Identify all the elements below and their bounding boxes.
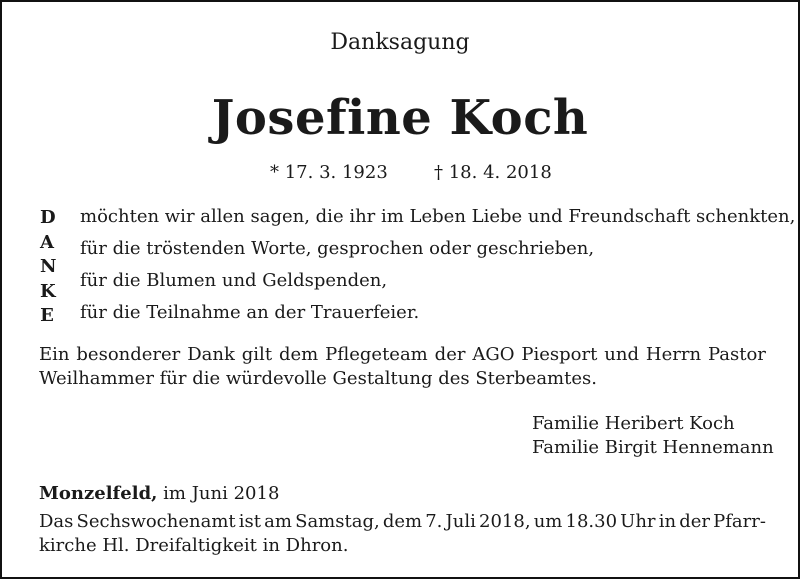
word: Das [39,511,74,532]
word: AGO [472,344,515,365]
word: um [533,511,563,532]
word: Samstag, [295,511,380,532]
word: der [434,344,466,365]
word: am [264,511,292,532]
word: und [604,344,639,365]
word: 18.30 [565,511,618,532]
danke-acrostic [40,206,57,329]
word: besonderer [76,344,181,365]
word: Uhr [620,511,656,532]
thanks-line: für die Blumen und Geldspenden, [80,270,388,291]
special-thanks-paragraph [39,343,766,391]
danke-letter: D [40,207,56,228]
thanks-line: möchten wir allen sagen, die ihr im Leben Liebe und Freundschaft schenkten, [80,206,796,227]
word: in [658,511,677,532]
special-thanks-line-1 [39,343,766,367]
signature-line: Familie Heribert Koch [532,413,735,434]
word: Ein [39,344,70,365]
notice-date: im Juni 2018 [163,483,280,504]
word: Juli [445,511,476,532]
service-paragraph [39,510,766,558]
danke-letter: N [40,256,57,277]
thanks-line: für die Teilnahme an der Trauerfeier. [80,302,420,323]
service-line-2: kirche Hl. Dreifaltigkeit in Dhron. [39,535,349,556]
word: Pflegeteam [325,344,428,365]
word: Dank [187,344,235,365]
notice-heading: Danksagung [330,30,470,55]
danke-letter: K [40,280,56,302]
thanks-line: für die tröstenden Worte, gesprochen oder geschrieben, [80,238,595,259]
word: Pfarr- [713,511,766,532]
word: 2018, [479,511,531,532]
birth-date: * 17. 3. 1923 [270,162,388,183]
place-name: Monzelfeld, [39,483,158,504]
thanks-lines [80,206,795,334]
signature-line: Familie Birgit Hennemann [532,437,774,458]
service-line-1 [39,510,766,534]
word: dem [278,344,319,365]
word: Sechswochenamt [76,511,236,532]
word: Herrn [645,344,702,365]
word: Piesport [521,344,598,365]
place-date [39,482,279,506]
special-thanks-line-2: Weilhammer für die würdevolle Gestaltung des Sterbeamtes. [39,368,597,389]
word: 7. [425,511,443,532]
word: der [679,511,710,532]
signatures [532,412,774,460]
death-date: † 18. 4. 2018 [434,162,552,183]
word: gilt [241,344,273,365]
word: ist [238,511,262,532]
word: dem [382,511,423,532]
deceased-name: Josefine Koch [211,90,589,146]
word: Pastor [707,344,766,365]
danke-letter: A [40,231,54,253]
danke-letter: E [40,305,54,326]
